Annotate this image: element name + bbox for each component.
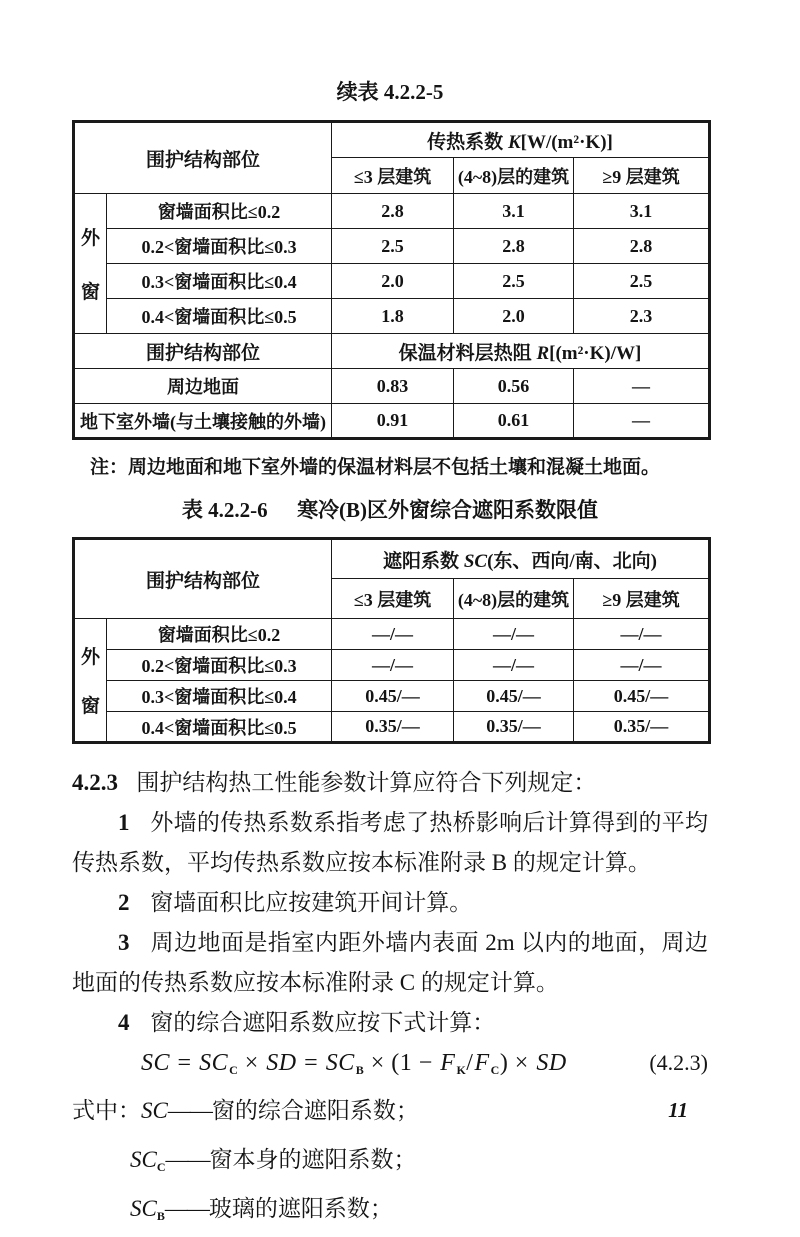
condition-cell: 0.3<窗墙面积比≤0.4 (107, 264, 332, 299)
table1-row (74, 404, 710, 439)
value-cell: 0.35/— (454, 712, 574, 743)
value-cell: 0.35/— (332, 712, 454, 743)
value-cell: —/— (332, 619, 454, 650)
condition-cell: 0.2<窗墙面积比≤0.3 (107, 650, 332, 681)
value-cell: —/— (574, 650, 710, 681)
value-cell: 0.56 (454, 369, 574, 404)
value-cell: 0.35/— (574, 712, 710, 743)
vertical-label: 外 窗 (80, 228, 100, 303)
table2-title-text: 寒冷(B)区外窗综合遮阳系数限值 (297, 498, 599, 522)
table1-row (74, 229, 710, 264)
table1-header-row-1 (74, 122, 710, 158)
formula-expression: SC = $SC_C$ × SD = $SC_B \times (1 - F_K/F_C)$ × SD (141, 1050, 567, 1077)
section-heading (72, 763, 708, 803)
k-header-suffix: [W/(m²·K)] (520, 131, 613, 153)
table1-row (74, 264, 710, 299)
k-header-prefix: 传热系数 (427, 131, 508, 153)
value-cell: 2.5 (332, 229, 454, 264)
r-header-suffix: [(m²·K)/W] (549, 342, 642, 364)
value-cell: 2.3 (574, 299, 710, 334)
table1-part-header2-cell: 围护结构部位 (74, 334, 332, 369)
table2-col-header: (4~8)层的建筑 (454, 579, 574, 619)
value-cell: 3.1 (454, 194, 574, 229)
table2-title (72, 479, 708, 537)
item-3: 3 周边地面是指室内距外墙内表面 2m 以内的地面，周边地面的传热系数应按本标准附录 C 的规定计算。 (72, 930, 708, 995)
item-1: 1 外墙的传热系数系指考虑了热桥影响后计算得到的平均传热系数，平均传热系数应按本标准附录 B 的规定计算。 (72, 810, 708, 875)
value-cell: — (574, 404, 710, 439)
condition-cell: 窗墙面积比≤0.2 (107, 619, 332, 650)
table1-col-header: ≤3 层建筑 (332, 158, 454, 194)
value-cell: — (574, 369, 710, 404)
table1-col-header: (4~8)层的建筑 (454, 158, 574, 194)
value-cell: 0.91 (332, 404, 454, 439)
formula-number: (4.2.3) (649, 1050, 708, 1075)
formula-4-2-3 (72, 1043, 708, 1090)
sc-header-prefix: 遮阳系数 (383, 550, 464, 572)
section-text: 围护结构热工性能参数计算应符合下列规定： (136, 770, 597, 795)
definition-line: 式中：SC——窗的综合遮阳系数； (72, 1098, 419, 1123)
table2-side-label-cell (74, 619, 107, 743)
value-cell: 0.45/— (574, 681, 710, 712)
condition-cell: 地下室外墙(与土壤接触的外墙) (74, 404, 332, 439)
item-4: 4 窗的综合遮阳系数应按下式计算： (118, 1010, 496, 1035)
sc-header-suffix: (东、西向/南、北向) (487, 550, 657, 572)
value-cell: 0.61 (454, 404, 574, 439)
definition-line: $SC_C——$窗本身的遮阳系数； (130, 1147, 417, 1174)
value-cell: 2.0 (332, 264, 454, 299)
condition-cell: 0.4<窗墙面积比≤0.5 (107, 299, 332, 334)
table1-k-header-cell (332, 122, 710, 158)
table1-part-header-cell: 围护结构部位 (74, 122, 332, 194)
formula-definitions (72, 1090, 708, 1237)
table2-col-header: ≥9 层建筑 (574, 579, 710, 619)
table2-header-row-1 (74, 539, 710, 579)
table1-note: 注：周边地面和地下室外墙的保温材料层不包括土壤和混凝土地面。 (90, 457, 661, 478)
value-cell: 2.5 (574, 264, 710, 299)
value-cell: 1.8 (332, 299, 454, 334)
sc-symbol: SC (463, 550, 488, 572)
page-content (72, 0, 708, 1237)
table-4-2-2-6 (72, 537, 711, 744)
definition-line: $SC_B——$玻璃的遮阳系数； (130, 1196, 393, 1223)
section-4-2-3 (72, 763, 708, 1237)
value-cell: 0.83 (332, 369, 454, 404)
table2-row (74, 619, 710, 650)
table1-side-label-cell (74, 194, 107, 334)
k-symbol: K (507, 131, 521, 153)
table1-title: 续表 4.2.2-5 (336, 80, 444, 104)
condition-cell: 0.3<窗墙面积比≤0.4 (107, 681, 332, 712)
table2-row (74, 681, 710, 712)
value-cell: 3.1 (574, 194, 710, 229)
condition-cell: 窗墙面积比≤0.2 (107, 194, 332, 229)
value-cell: —/— (454, 619, 574, 650)
condition-cell: 0.2<窗墙面积比≤0.3 (107, 229, 332, 264)
table1-col-header: ≥9 层建筑 (574, 158, 710, 194)
value-cell: 0.45/— (332, 681, 454, 712)
value-cell: 0.45/— (454, 681, 574, 712)
page-number: 11 (668, 1098, 688, 1122)
table2-row (74, 712, 710, 743)
table2-row (74, 650, 710, 681)
condition-cell: 周边地面 (74, 369, 332, 404)
table1-r-header-cell (332, 334, 710, 369)
table2-title-number: 表 4.2.2-6 (181, 498, 268, 522)
table1-row (74, 194, 710, 229)
value-cell: —/— (454, 650, 574, 681)
value-cell: 2.5 (454, 264, 574, 299)
table2-col-header: ≤3 层建筑 (332, 579, 454, 619)
vertical-label: 外 窗 (80, 647, 100, 717)
r-header-prefix: 保温材料层热阻 (398, 342, 537, 364)
item-2: 2 窗墙面积比应按建筑开间计算。 (118, 890, 473, 915)
section-number: 4.2.3 (72, 770, 118, 795)
table-4-2-2-5 (72, 120, 711, 440)
value-cell: —/— (574, 619, 710, 650)
table1-row (74, 369, 710, 404)
value-cell: 2.0 (454, 299, 574, 334)
value-cell: 2.8 (454, 229, 574, 264)
value-cell: 2.8 (574, 229, 710, 264)
table2-sc-header-cell (332, 539, 710, 579)
table2-part-header-cell: 围护结构部位 (74, 539, 332, 619)
where-lead: 式中： (72, 1098, 141, 1123)
value-cell: —/— (332, 650, 454, 681)
table1-subheader-row (74, 334, 710, 369)
condition-cell: 0.4<窗墙面积比≤0.5 (107, 712, 332, 743)
table1-row (74, 299, 710, 334)
value-cell: 2.8 (332, 194, 454, 229)
r-symbol: R (536, 342, 550, 364)
